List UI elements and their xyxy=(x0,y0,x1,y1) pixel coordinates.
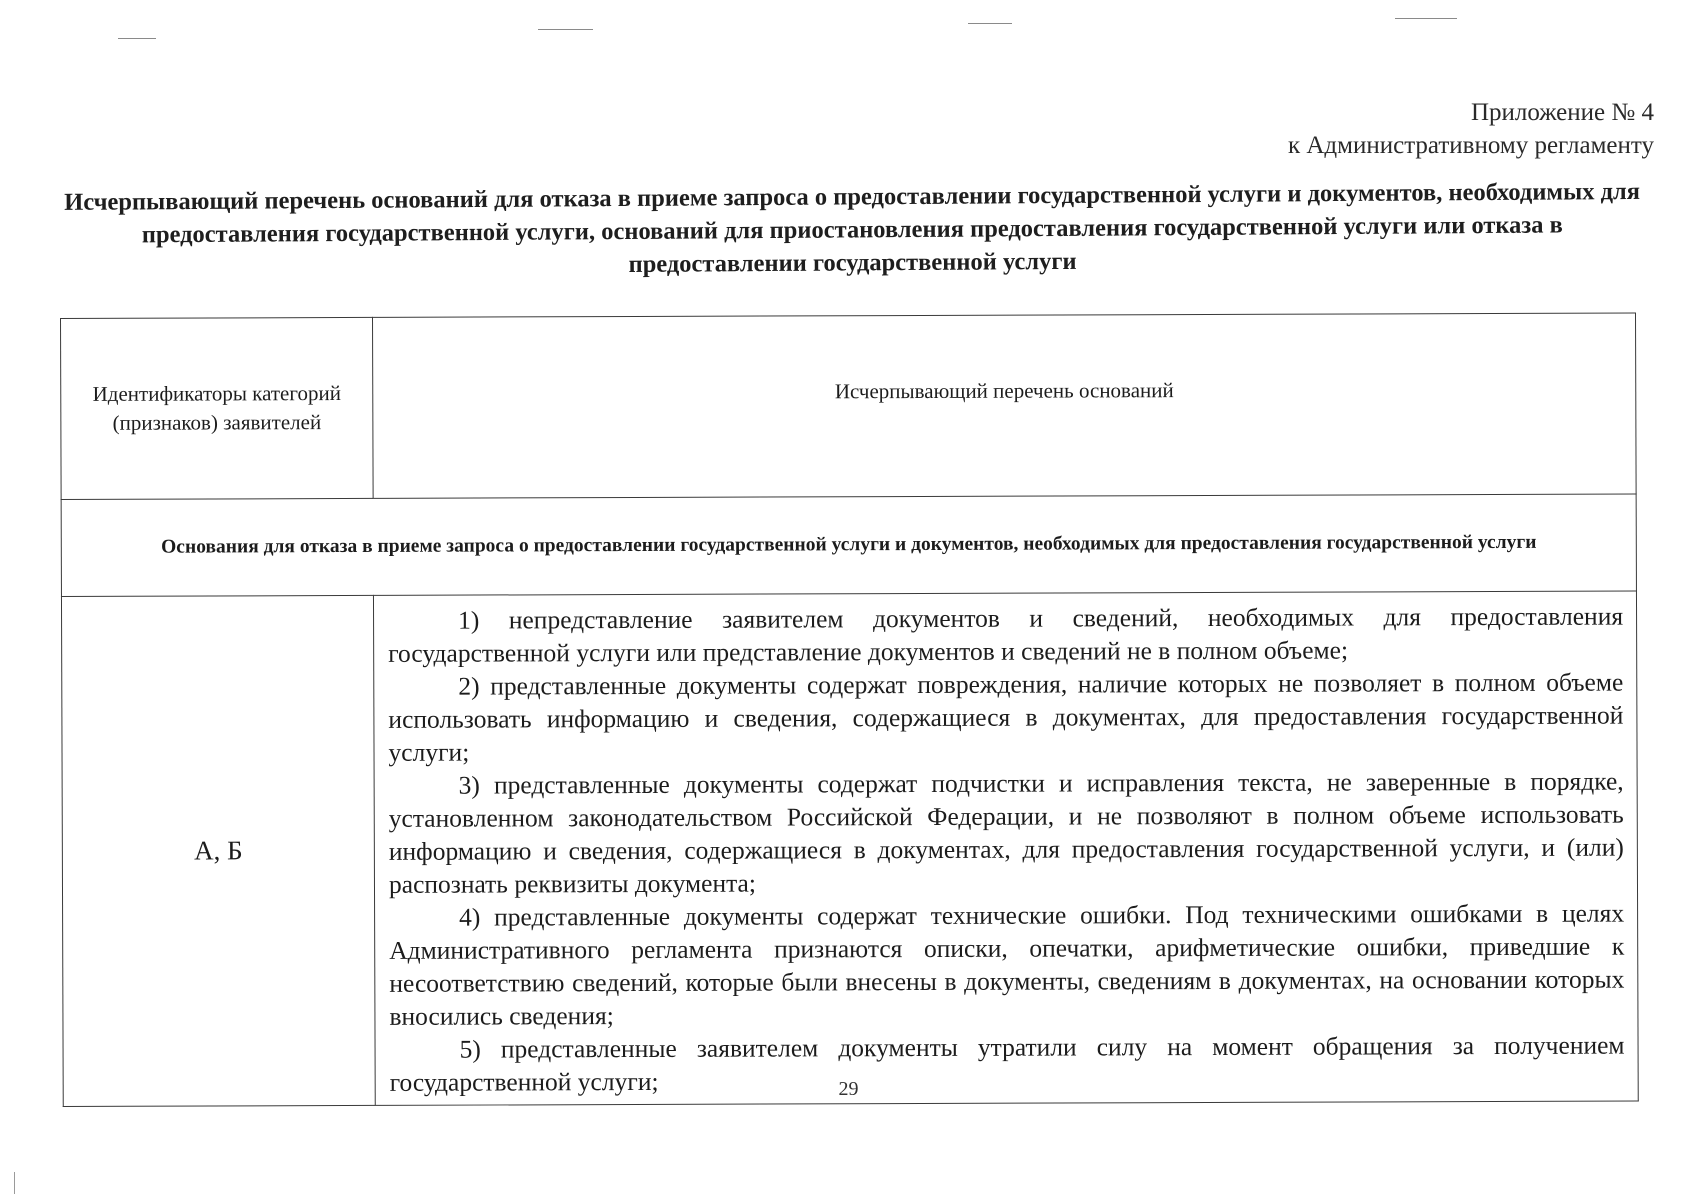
scan-artifact xyxy=(538,29,593,30)
document-title: Исчерпывающий перечень оснований для отказа в приеме запроса о предоставлении государственной услуги и документов, необходимых для предоставления государственной услуги, оснований для приостановления предоставления государственной услуги или отказа в предоставлении государственной услуги xyxy=(64,177,1641,278)
scan-artifact xyxy=(14,1172,15,1194)
applicant-identifiers: А, Б xyxy=(61,595,375,1106)
section-heading: Основания для отказа в приеме запроса о предоставлении государственной услуги и документов, необходимых для предоставления государственной услуги xyxy=(61,494,1636,596)
appendix-regulation: к Административному регламенту xyxy=(1287,132,1654,159)
grounds-table xyxy=(60,312,1639,1106)
list-item: 2) представленные документы содержат повреждения, наличие которых не позволяет в полном объеме использовать информацию и сведения, содержащиеся в документах, для предоставления государственной услуги; xyxy=(388,667,1624,767)
appendix-number: Приложение № 4 xyxy=(1470,99,1654,126)
scan-artifact xyxy=(1395,18,1457,19)
table-header-row xyxy=(61,313,1637,499)
page-number: 29 xyxy=(838,1078,859,1100)
header-cell-identifiers: Идентификаторы категорий (признаков) заявителей xyxy=(61,317,374,499)
header-cell-grounds: Исчерпывающий перечень оснований xyxy=(372,313,1636,498)
grounds-table-container xyxy=(60,312,1639,1106)
scan-artifact xyxy=(968,23,1012,24)
list-item: 1) непредставление заявителем документов и сведений, необходимых для предоставления государственной услуги или представление документов и сведений не в полном объеме; xyxy=(388,601,1624,668)
list-item: 4) представленные документы содержат технические ошибки. Под техническими ошибками в целях Административного регламента признаются описки, опечатки, арифметические ошибки, приведшие к несоответствию сведений, которые были внесены в документы, сведениям в документах, на основании которых вносились сведения; xyxy=(389,898,1625,1031)
scan-artifact xyxy=(118,38,156,39)
section-heading-row xyxy=(61,494,1636,596)
list-item: 3) представленные документы содержат подчистки и исправления текста, не заверенные в порядке, установленном законодательством Российской Федерации, и не позволяют в полном объеме использовать информацию и сведения, содержащиеся в документах, для предоставления государственной услуги, и (или) распознать реквизиты документа; xyxy=(388,766,1624,899)
list-item: 5) представленные заявителем документы утратили силу на момент обращения за получением государственной услуги; xyxy=(389,1030,1625,1097)
appendix-reference xyxy=(1288,96,1654,162)
table-row xyxy=(61,591,1638,1106)
grounds-list xyxy=(373,591,1638,1105)
